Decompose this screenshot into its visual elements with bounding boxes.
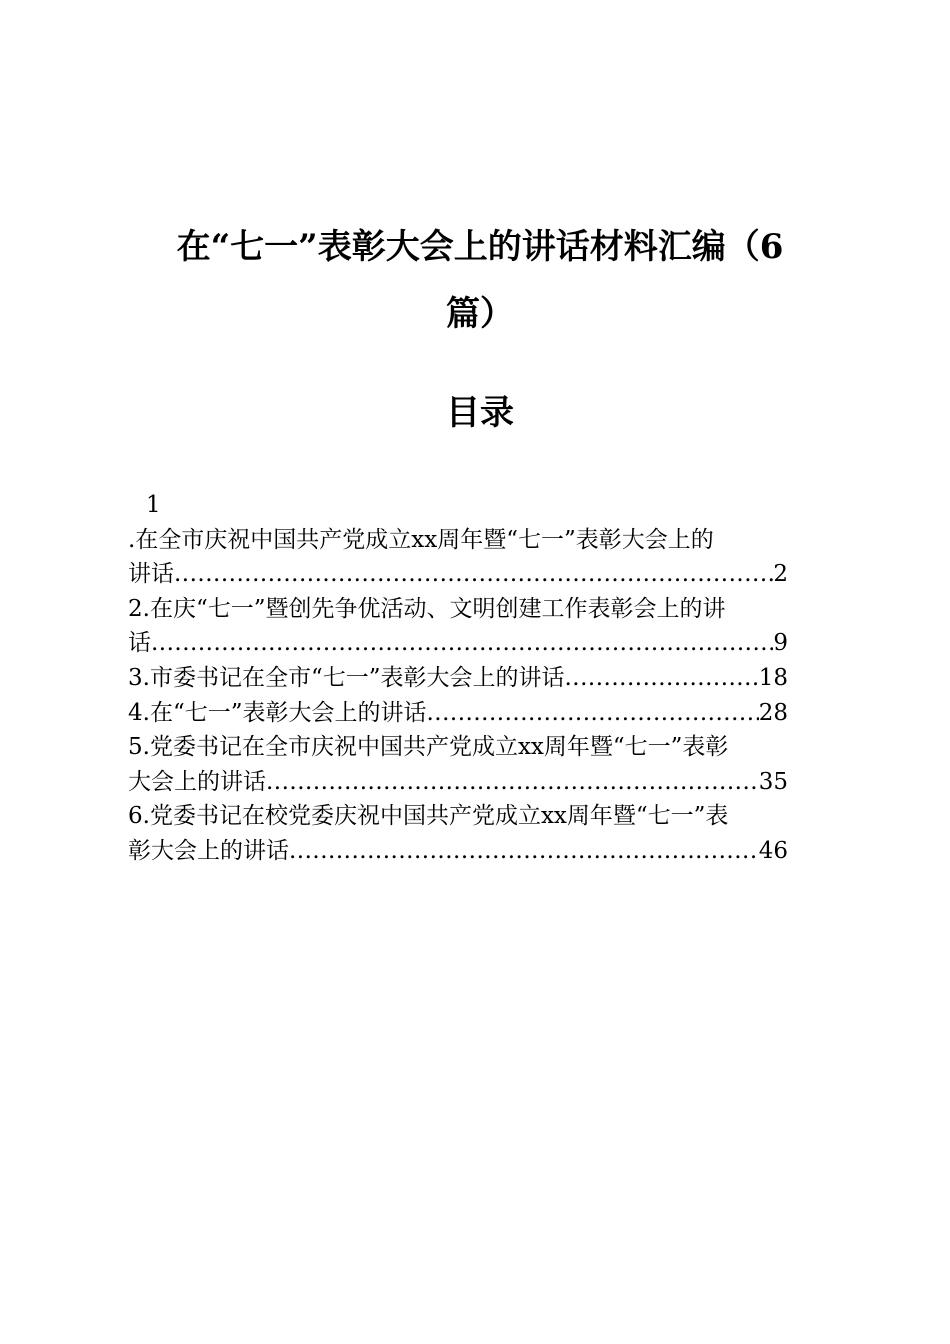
document-title bbox=[128, 214, 832, 348]
toc-entry-4-dot-leader bbox=[426, 696, 758, 731]
toc-entry-1[interactable] bbox=[128, 488, 832, 592]
toc-entry-5-title-line-2: 大会上的讲话 bbox=[128, 768, 266, 795]
toc-entry-5-title-line-1: 5.党委书记在全市庆祝中国共产党成立xx周年暨“七一”表彰 bbox=[128, 734, 729, 761]
toc-entry-1-leader-line bbox=[128, 557, 788, 592]
toc-entry-5[interactable] bbox=[128, 730, 832, 799]
toc-entry-4-page-number: 28 bbox=[758, 699, 788, 726]
toc-entry-6-leader-line bbox=[128, 834, 788, 869]
toc-heading: 目录 bbox=[446, 393, 514, 433]
toc-entry-1-dot-leader bbox=[174, 557, 773, 592]
toc-entry-1-title-line-2: 讲话 bbox=[128, 561, 174, 588]
toc-entry-4-title: 4.在“七一”表彰大会上的讲话 bbox=[128, 699, 427, 726]
toc-entry-1-page-number: 2 bbox=[773, 561, 788, 588]
table-of-contents bbox=[128, 488, 832, 869]
toc-entry-6-title-line-1: 6.党委书记在校党委庆祝中国共产党成立xx周年暨“七一”表 bbox=[128, 803, 729, 830]
toc-entry-2[interactable] bbox=[128, 592, 832, 661]
toc-entry-2-leader-line bbox=[128, 626, 788, 661]
toc-entry-6-title-line-2: 彰大会上的讲话 bbox=[128, 837, 289, 864]
toc-entry-6[interactable] bbox=[128, 799, 832, 868]
toc-entry-1-title-line-1: .在全市庆祝中国共产党成立xx周年暨“七一”表彰大会上的 bbox=[128, 526, 714, 553]
toc-entry-3-page-number: 18 bbox=[758, 664, 788, 691]
document-title-line-2: 篇） bbox=[446, 294, 514, 334]
toc-entry-5-dot-leader bbox=[266, 765, 759, 800]
toc-entry-6-page-number: 46 bbox=[758, 837, 788, 864]
toc-entry-2-title-line-1: 2.在庆“七一”暨创先争优活动、文明创建工作表彰会上的讲 bbox=[128, 595, 726, 622]
toc-entry-3[interactable] bbox=[128, 661, 832, 696]
toc-entry-5-page-number: 35 bbox=[758, 768, 788, 795]
toc-entry-2-title-line-2: 话 bbox=[128, 630, 151, 657]
toc-entry-4-leader-line bbox=[128, 696, 788, 731]
document-title-line-1: 在“七一”表彰大会上的讲话材料汇编（6 bbox=[176, 227, 784, 267]
toc-entry-6-dot-leader bbox=[289, 834, 759, 869]
toc-entry-1-number: 1 bbox=[146, 492, 161, 518]
toc-entry-3-leader-line bbox=[128, 661, 788, 696]
toc-entry-2-dot-leader bbox=[151, 626, 773, 661]
toc-entry-5-leader-line bbox=[128, 765, 788, 800]
toc-entry-2-page-number: 9 bbox=[773, 630, 788, 657]
toc-entry-3-title: 3.市委书记在全市“七一”表彰大会上的讲话 bbox=[128, 664, 565, 691]
toc-entry-4[interactable] bbox=[128, 696, 832, 731]
toc-entry-3-dot-leader bbox=[564, 661, 758, 696]
